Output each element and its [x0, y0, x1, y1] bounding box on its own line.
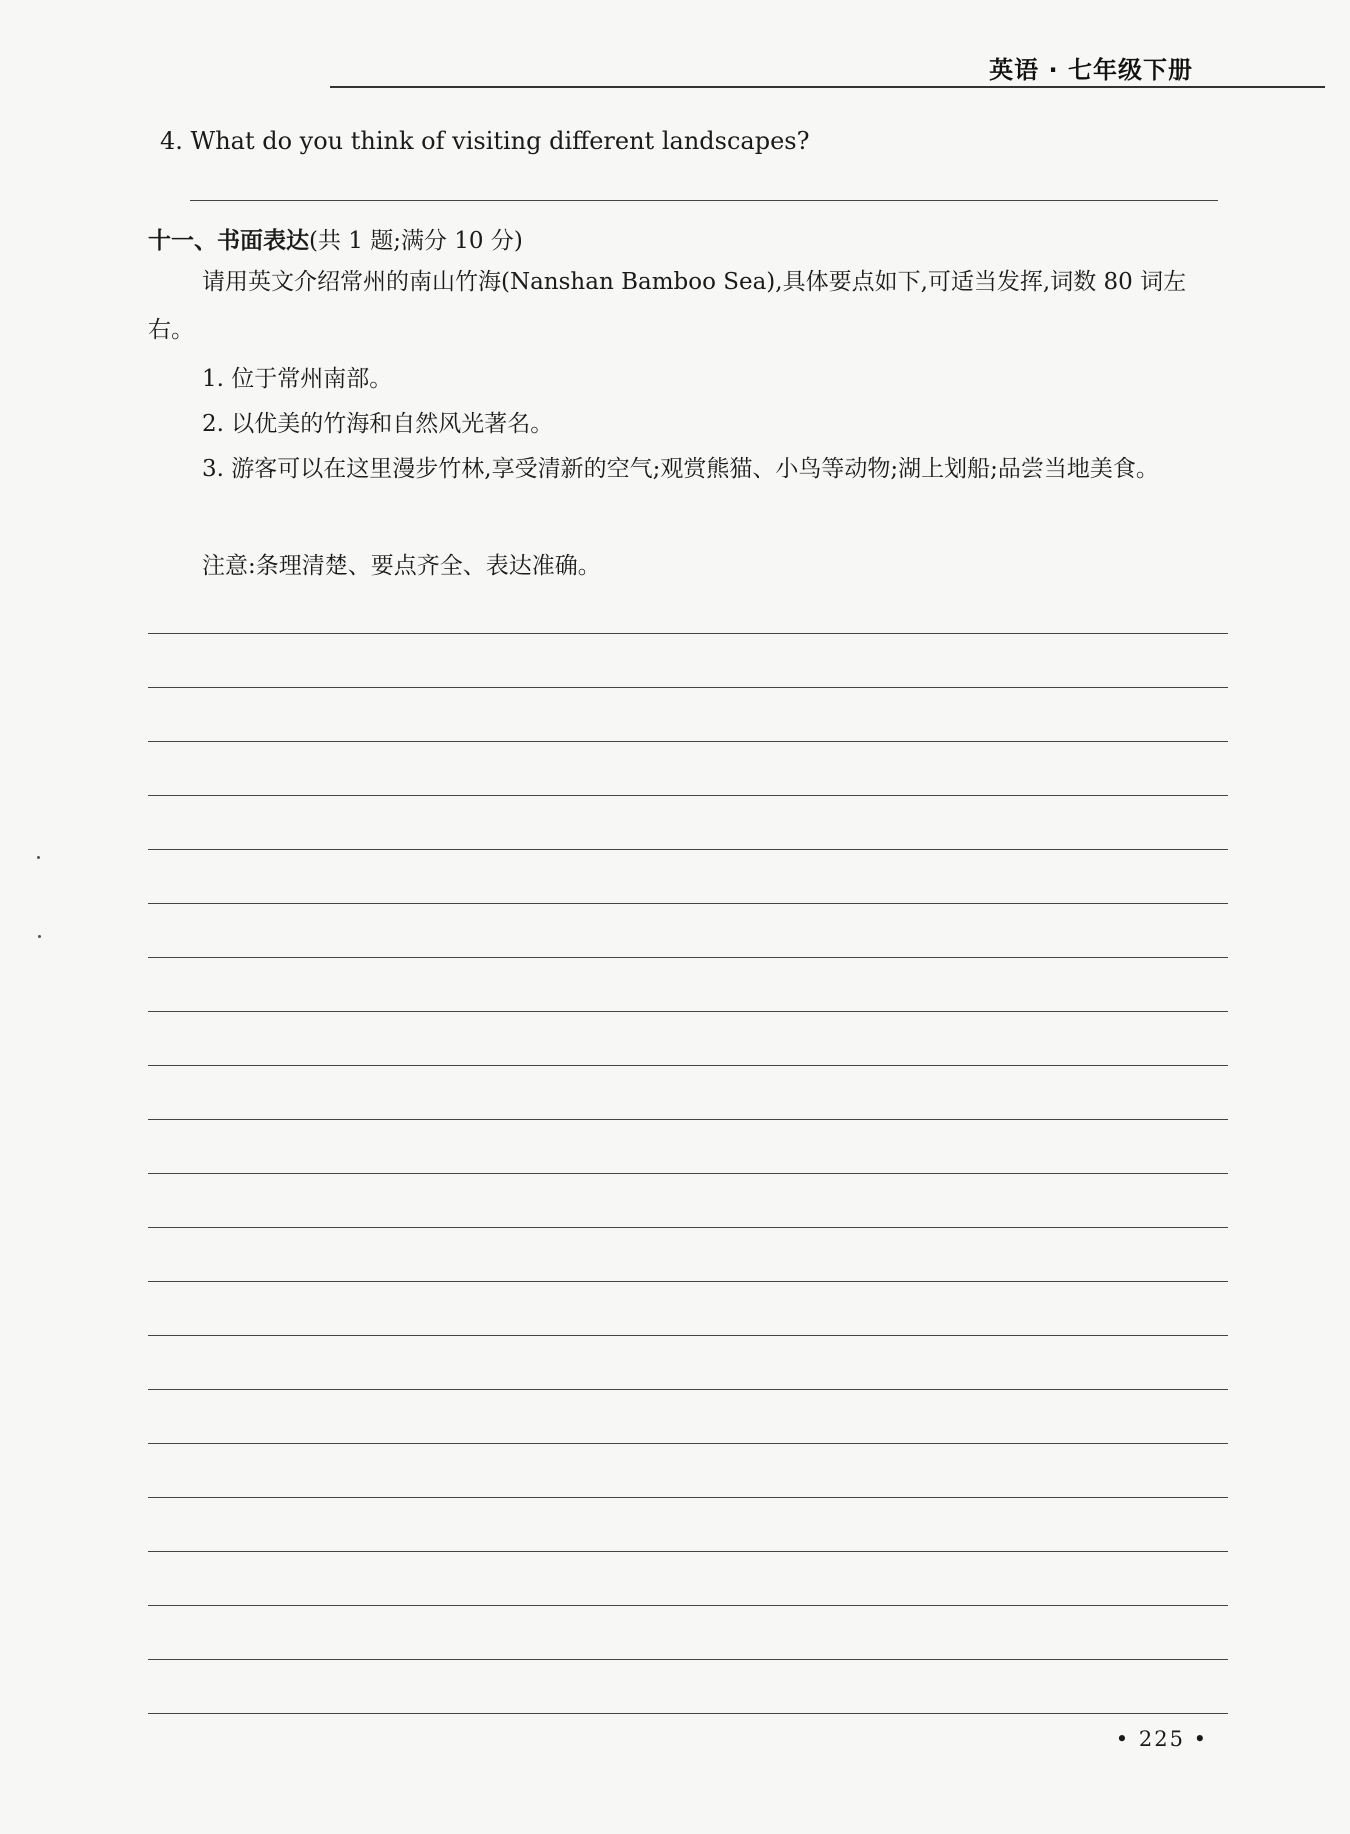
writing-note: 注意:条理清楚、要点齐全、表达准确。 — [202, 553, 601, 579]
writing-line[interactable] — [148, 1335, 1228, 1336]
scan-speck — [37, 856, 40, 859]
writing-line[interactable] — [148, 633, 1228, 634]
writing-line[interactable] — [148, 957, 1228, 958]
writing-line[interactable] — [148, 1389, 1228, 1390]
section-title: 十一、书面表达 — [148, 228, 309, 254]
writing-line[interactable] — [148, 1227, 1228, 1228]
writing-line[interactable] — [148, 1497, 1228, 1498]
scan-speck — [38, 935, 41, 938]
question-4: 4. What do you think of visiting different landscapes? — [160, 127, 810, 155]
writing-line[interactable] — [148, 1011, 1228, 1012]
writing-area[interactable] — [148, 0, 1228, 1834]
writing-line[interactable] — [148, 795, 1228, 796]
writing-line[interactable] — [148, 849, 1228, 850]
writing-line[interactable] — [148, 1713, 1228, 1714]
writing-line[interactable] — [148, 1551, 1228, 1552]
writing-line[interactable] — [148, 1605, 1228, 1606]
writing-line[interactable] — [148, 1443, 1228, 1444]
section-score-info: (共 1 题;满分 10 分) — [309, 228, 523, 254]
writing-line[interactable] — [148, 1281, 1228, 1282]
writing-line[interactable] — [148, 903, 1228, 904]
writing-line[interactable] — [148, 1065, 1228, 1066]
page-number: • 225 • — [1115, 1727, 1208, 1751]
writing-line[interactable] — [148, 1659, 1228, 1660]
point-3: 3. 游客可以在这里漫步竹林,享受清新的空气;观赏熊猫、小鸟等动物;湖上划船;品尝当地美食。 — [202, 456, 1159, 482]
writing-instruction: 请用英文介绍常州的南山竹海(Nanshan Bamboo Sea),具体要点如下,可适当发挥,词数 80 词左右。 — [148, 269, 1187, 343]
writing-line[interactable] — [148, 1119, 1228, 1120]
writing-line[interactable] — [148, 687, 1228, 688]
writing-line[interactable] — [148, 741, 1228, 742]
writing-line[interactable] — [148, 1173, 1228, 1174]
point-1: 1. 位于常州南部。 — [202, 366, 393, 392]
point-2: 2. 以优美的竹海和自然风光著名。 — [202, 411, 554, 437]
book-title: 英语 · 七年级下册 — [989, 56, 1193, 84]
